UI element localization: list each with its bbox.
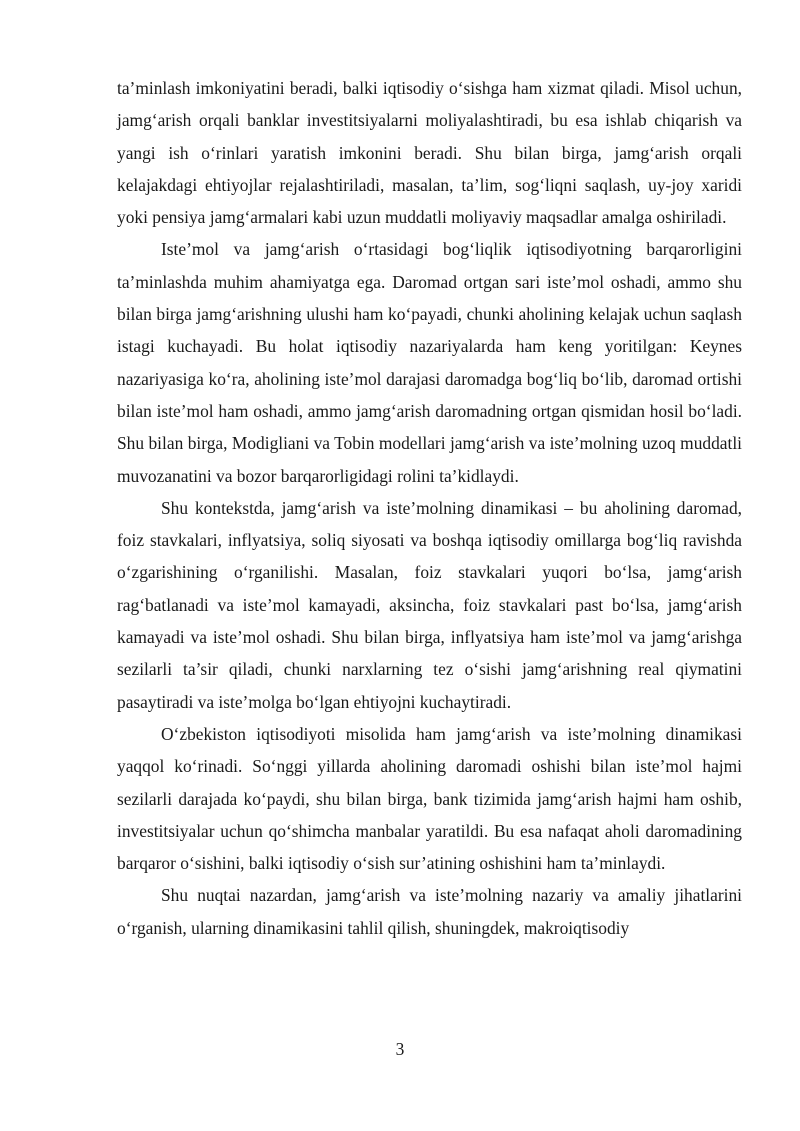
- paragraph-dynamics-context: Shu kontekstda, jamg‘arish va iste’molning dinamikasi – bu aholining daromad, foiz stavkalari, inflyatsiya, soliq siyosati va boshqa iqtisodiy omillarga bog‘liq ravishda o‘zgarishining o‘rganilishi. Masalan, foiz stavkalari yuqori bo‘lsa, jamg‘arish rag‘batlanadi va iste’mol kamayadi, aksincha, foiz stavkalari past bo‘lsa, jamg‘arish kamayadi va iste’mol oshadi. Shu bilan birga, inflyatsiya ham iste’mol va jamg‘arishga sezilarli ta’sir qiladi, chunki narxlarning tez o‘sishi jamg‘arishning real qiymatini pasaytiradi va iste’molga bo‘lgan ehtiyojni kuchaytiradi.: [117, 497, 742, 712]
- document-page: [117, 72, 742, 944]
- paragraph-uzbekistan-example: O‘zbekiston iqtisodiyoti misolida ham jamg‘arish va iste’molning dinamikasi yaqqol ko‘rinadi. So‘nggi yillarda aholining daromadi oshishi bilan iste’mol hajmi sezilarli darajada ko‘paydi, shu bilan birga, bank tizimida jamg‘arish hajmi ham oshib, investitsiyalar uchun qo‘shimcha manbalar yaratildi. Bu esa nafaqat aholi daromadining barqaror o‘sishini, balki iqtisodiy o‘sish sur’atining oshishini ham ta’minlaydi.: [117, 723, 742, 874]
- paragraph-continuation: ta’minlash imkoniyatini beradi, balki iqtisodiy o‘sishga ham xizmat qiladi. Misol uchun, jamg‘arish orqali banklar investitsiyalarni moliyalashtiradi, bu esa ishlab chiqarish va yangi ish o‘rinlari yaratish imkonini beradi. Shu bilan birga, jamg‘arish orqali kelajakdagi ehtiyojlar rejalashtiriladi, masalan, ta’lim, sog‘liqni saqlash, uy-joy xaridi yoki pensiya jamg‘armalari kabi uzun muddatli moliyaviy maqsadlar amalga oshiriladi.: [117, 78, 742, 228]
- paragraph-conclusion-start: Shu nuqtai nazardan, jamg‘arish va iste’molning nazariy va amaliy jihatlarini o‘rganish, ularning dinamikasini tahlil qilish, shuningdek, makroiqtisodiy: [117, 885, 742, 938]
- page-number: 3: [395, 1039, 405, 1059]
- paragraph-consumption-savings-link: Iste’mol va jamg‘arish o‘rtasidagi bog‘liqlik iqtisodiyotning barqarorligini ta’minlashda muhim ahamiyatga ega. Daromad ortgan sari iste’mol oshadi, ammo shu bilan birga jamg‘arishning ulushi ham ko‘payadi, chunki aholining kelajak uchun saqlash istagi kuchayadi. Bu holat iqtisodiy nazariyalarda ham keng yoritilgan: Keynes nazariyasiga ko‘ra, aholining iste’mol darajasi daromadga bog‘liq bo‘lib, daromad ortishi bilan iste’mol ham oshadi, ammo jamg‘arish daromadning ortgan qismidan hosil bo‘ladi. Shu bilan birga, Modigliani va Tobin modellari jamg‘arish va iste’molning uzoq muddatli muvozanatini va bozor barqarorligidagi rolini ta’kidlaydi.: [117, 239, 742, 486]
